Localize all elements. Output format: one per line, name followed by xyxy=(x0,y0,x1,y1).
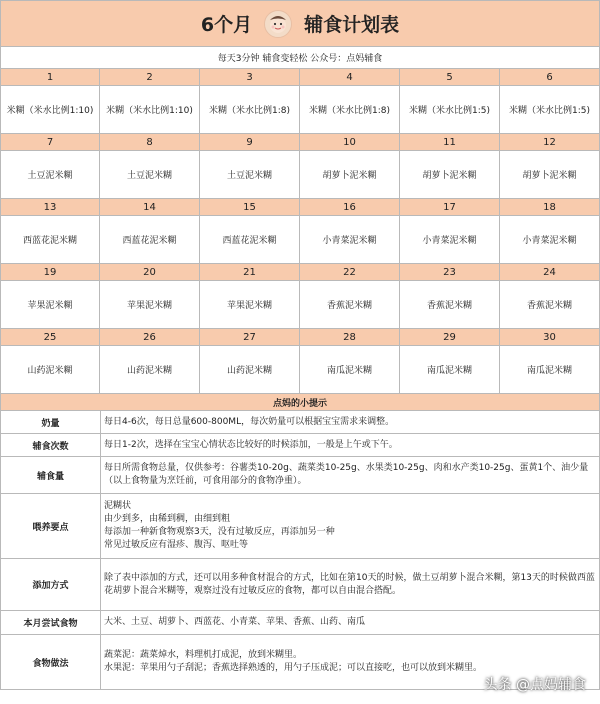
day-block xyxy=(0,69,600,134)
title-bar xyxy=(0,0,600,47)
tip-label: 本月尝试食物 xyxy=(1,611,101,634)
tip-row xyxy=(0,434,600,457)
day-food: 小青菜泥米糊 xyxy=(500,216,600,264)
day-food: 米糊（米水比例1:5) xyxy=(500,86,600,134)
tip-line: 除了表中添加的方式，还可以用多种食材混合的方式，比如在第10天的时候，做土豆胡萝卜混合米糊，第13天的时候做西蓝花胡萝卜混合米糊等，观察过没有过敏反应的食物，都可以自由混合搭配。 xyxy=(104,572,595,596)
day-food: 山药泥米糊 xyxy=(200,346,300,394)
day-number: 11 xyxy=(400,134,500,151)
tip-content xyxy=(101,411,599,433)
day-food: 西蓝花泥米糊 xyxy=(200,216,300,264)
day-block xyxy=(0,264,600,329)
day-food: 土豆泥米糊 xyxy=(100,151,200,199)
tip-content xyxy=(101,457,599,493)
day-number: 15 xyxy=(200,199,300,216)
tip-line: 每日1-2次，选择在宝宝心情状态比较好的时候添加，一般是上午或下午。 xyxy=(104,439,398,450)
tip-line: 泥糊状 xyxy=(104,501,132,511)
tip-line: 每日所需食物总量，仅供参考：谷薯类10-20g、蔬菜类10-25g、水果类10-25g、肉和水产类10-25g、蛋黄1个、油少量（以上食物量为烹饪前，可食用部分的食物净重）。 xyxy=(104,463,589,486)
subtitle: 每天3分钟 辅食变轻松 公众号：点妈辅食 xyxy=(0,47,600,69)
tip-line: 由少到多，由稀到稠，由细到粗 xyxy=(104,514,231,524)
day-number: 18 xyxy=(500,199,600,216)
day-food: 米糊（米水比例1:8) xyxy=(200,86,300,134)
tip-line: 大米、土豆、胡萝卜、西蓝花、小青菜、苹果、香蕉、山药、南瓜 xyxy=(104,617,366,627)
day-number: 4 xyxy=(300,69,400,86)
day-number: 24 xyxy=(500,264,600,281)
tip-line: 每添加一种新食物观察3天，没有过敏反应，再添加另一种 xyxy=(104,527,335,537)
tip-content xyxy=(101,559,599,610)
tip-line: 蔬菜泥：蔬菜焯水，料理机打成泥，放到米糊里。 xyxy=(104,650,303,660)
tip-row xyxy=(0,559,600,611)
tip-row xyxy=(0,411,600,434)
day-number: 23 xyxy=(400,264,500,281)
day-food: 南瓜泥米糊 xyxy=(500,346,600,394)
day-food: 苹果泥米糊 xyxy=(100,281,200,329)
day-food: 南瓜泥米糊 xyxy=(400,346,500,394)
day-food: 土豆泥米糊 xyxy=(0,151,100,199)
day-number: 7 xyxy=(0,134,100,151)
watermark: 头条 @点妈辅食 xyxy=(483,677,586,693)
day-number: 5 xyxy=(400,69,500,86)
day-number: 13 xyxy=(0,199,100,216)
day-number: 1 xyxy=(0,69,100,86)
day-number: 17 xyxy=(400,199,500,216)
day-number: 3 xyxy=(200,69,300,86)
tip-content xyxy=(101,434,599,456)
day-number: 29 xyxy=(400,329,500,346)
day-food: 山药泥米糊 xyxy=(0,346,100,394)
day-number: 14 xyxy=(100,199,200,216)
day-number: 12 xyxy=(500,134,600,151)
day-number: 9 xyxy=(200,134,300,151)
day-number: 6 xyxy=(500,69,600,86)
day-block xyxy=(0,134,600,199)
day-food: 苹果泥米糊 xyxy=(0,281,100,329)
title-right: 辅食计划表 xyxy=(304,14,400,36)
day-number: 26 xyxy=(100,329,200,346)
tips-header: 点妈的小提示 xyxy=(0,394,600,411)
tip-content xyxy=(101,494,599,558)
baby-face-icon xyxy=(264,10,292,38)
day-number: 22 xyxy=(300,264,400,281)
day-food: 胡萝卜泥米糊 xyxy=(400,151,500,199)
day-food: 南瓜泥米糊 xyxy=(300,346,400,394)
tip-row xyxy=(0,494,600,559)
day-number: 19 xyxy=(0,264,100,281)
tip-label: 食物做法 xyxy=(1,635,101,689)
day-number: 30 xyxy=(500,329,600,346)
tip-label: 添加方式 xyxy=(1,559,101,610)
day-food: 苹果泥米糊 xyxy=(200,281,300,329)
day-food: 香蕉泥米糊 xyxy=(400,281,500,329)
day-number: 2 xyxy=(100,69,200,86)
tip-content xyxy=(101,611,599,634)
day-number: 16 xyxy=(300,199,400,216)
tip-label: 辅食次数 xyxy=(1,434,101,456)
tip-line: 水果泥：苹果用勺子刮泥；香蕉选择熟透的，用勺子压成泥；可以直接吃，也可以放到米糊里。 xyxy=(104,663,483,673)
day-food: 山药泥米糊 xyxy=(100,346,200,394)
day-food: 小青菜泥米糊 xyxy=(400,216,500,264)
day-food: 米糊（米水比例1:10) xyxy=(100,86,200,134)
title-left: 6个月 xyxy=(200,14,253,36)
day-food: 香蕉泥米糊 xyxy=(500,281,600,329)
day-number: 10 xyxy=(300,134,400,151)
tips-body xyxy=(0,411,600,690)
day-food: 西蓝花泥米糊 xyxy=(100,216,200,264)
day-food: 米糊（米水比例1:8) xyxy=(300,86,400,134)
tip-row xyxy=(0,611,600,635)
day-number: 8 xyxy=(100,134,200,151)
tip-line: 每日4-6次，每日总量600-800ML，每次奶量可以根据宝宝需求来调整。 xyxy=(104,416,395,427)
day-food: 米糊（米水比例1:5) xyxy=(400,86,500,134)
day-number: 27 xyxy=(200,329,300,346)
day-number: 20 xyxy=(100,264,200,281)
tip-label: 奶量 xyxy=(1,411,101,433)
day-block xyxy=(0,199,600,264)
day-food: 土豆泥米糊 xyxy=(200,151,300,199)
day-food: 胡萝卜泥米糊 xyxy=(300,151,400,199)
tip-row xyxy=(0,457,600,494)
day-food: 胡萝卜泥米糊 xyxy=(500,151,600,199)
day-food: 西蓝花泥米糊 xyxy=(0,216,100,264)
tip-label: 喂养要点 xyxy=(1,494,101,558)
day-food: 香蕉泥米糊 xyxy=(300,281,400,329)
day-food: 小青菜泥米糊 xyxy=(300,216,400,264)
tip-label: 辅食量 xyxy=(1,457,101,493)
day-grid xyxy=(0,69,600,394)
day-block xyxy=(0,329,600,394)
day-number: 28 xyxy=(300,329,400,346)
day-number: 21 xyxy=(200,264,300,281)
day-food: 米糊（米水比例1:10) xyxy=(0,86,100,134)
day-number: 25 xyxy=(0,329,100,346)
tip-line: 常见过敏反应有湿疹、腹泻、呕吐等 xyxy=(104,540,249,550)
